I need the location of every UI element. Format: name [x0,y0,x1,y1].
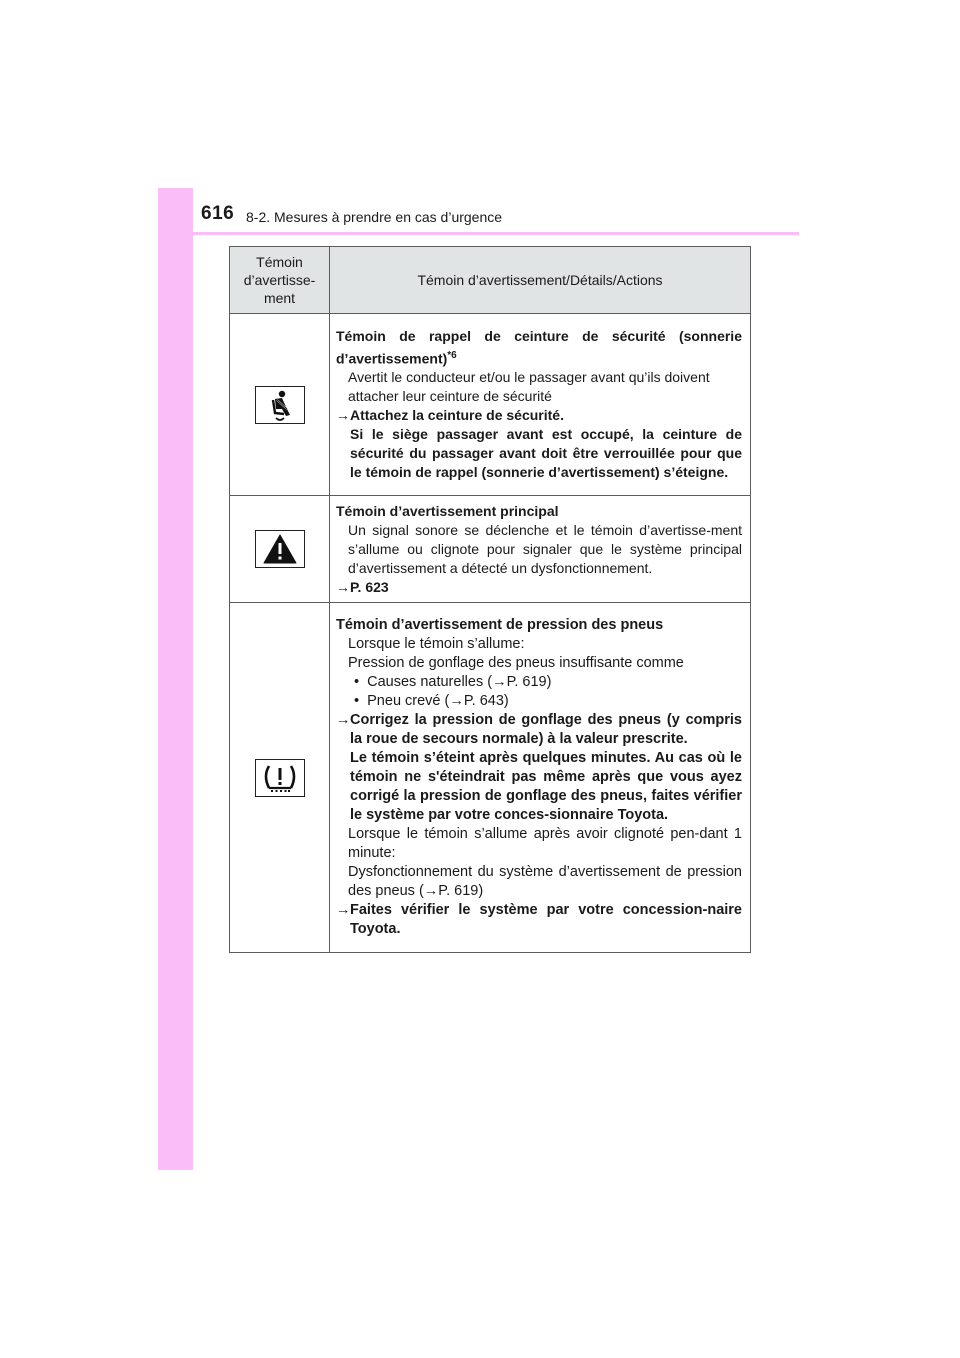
row-description: Avertit le conducteur et/ou le passager avant qu’ils doivent attacher leur ceinture de sécurité [348,369,710,405]
icon-cell [230,603,330,953]
warning-light-table [229,246,751,953]
table-row [230,314,751,496]
reference-line: → P. 623 [336,578,389,595]
cause-bullet: • Pneu crevé (→P. 643) [354,693,509,709]
malfunction-description: Dysfonctionnement du système d’avertissement de pression des pneus (→P. 619) [348,864,742,899]
details-cell [330,314,751,496]
tire-pressure-warning-icon [255,759,305,797]
table-header-row [230,247,751,314]
cause-bullet: • Causes naturelles (→P. 619) [354,674,552,690]
action-line: → Corrigez la pression de gonflage des pneus (y compris la roue de secours normale) à la valeur prescrite. Le témoin s’éteint après quelques minutes. Au cas où le témoin ne s'éteindrait pas même après que vous ayez corrigé la pression de gonflage des pneus, faites vérifier le système par votre conces-sionnaire Toyota. [336,712,742,823]
page-number: 616 [201,203,235,224]
row-title: Témoin d’avertissement de pression des pneus [336,617,664,633]
icon-cell [230,314,330,496]
details-cell [330,496,751,603]
chapter-side-strip [158,188,193,1170]
seatbelt-reminder-icon [255,386,305,424]
col-header-details: Témoin d’avertissement/Détails/Actions [330,247,751,314]
row-description: Un signal sonore se déclenche et le témoin d’avertisse-ment s’allume ou clignote pour signaler que le système principal d’avertissement a détecté un dysfonctionnement. [348,521,742,576]
master-warning-icon [255,530,305,568]
table-row [230,496,751,603]
row-title: Témoin d’avertissement principal [336,502,559,519]
section-title: 8-2. Mesures à prendre en cas d’urgence [246,209,503,225]
table-row [230,603,751,953]
icon-cell [230,496,330,603]
cause-intro: Pression de gonflage des pneus insuffisante comme [348,655,684,671]
details-cell [330,603,751,953]
action-line: → Attachez la ceinture de sécurité. Si le siège passager avant est occupé, la ceinture de sécurité du passager avant doit être verrouillée pour que le témoin de rappel (sonnerie d’avertissement) s’éteigne. [336,407,742,481]
action-line: → Faites vérifier le système par votre concession-naire Toyota. [336,902,742,937]
row-title: Témoin de rappel de ceinture de sécurité (sonnerie d’avertissement)$^{*6}$ [336,327,742,367]
col-header-light: Témoin d’avertisse- ment [230,247,330,314]
header-rule [158,232,799,235]
condition-blink: Lorsque le témoin s’allume après avoir clignoté pen-dant 1 minute: [348,826,742,861]
condition-on: Lorsque le témoin s’allume: [348,636,525,652]
